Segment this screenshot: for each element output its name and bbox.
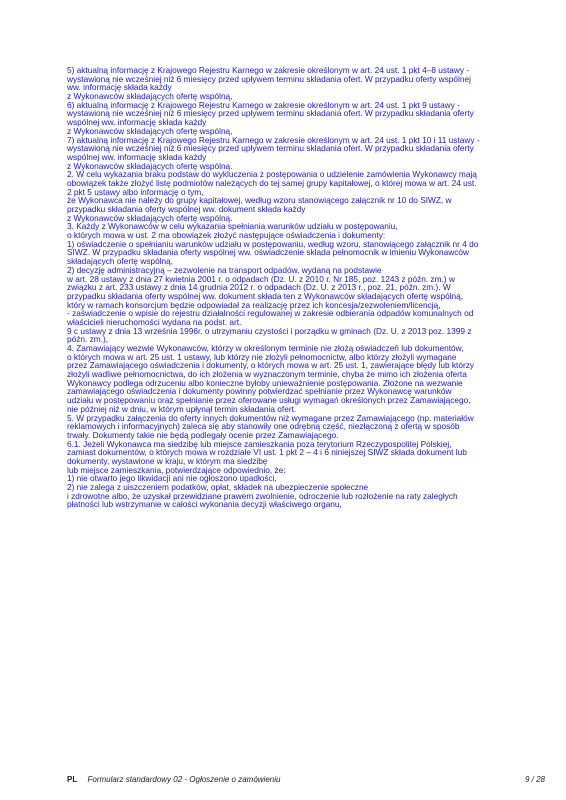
- text-line: złożyli wadliwe pełnomocnictwa, do ich złożenia w wyznaczonym terminie, chyba że mimo ich złożenia oferta: [67, 369, 467, 380]
- text-line: 2) nie zalega z uiszczeniem podatków, opłat, składek na ubezpieczenie społeczne: [67, 482, 369, 492]
- text-line: składających ofertę wspólną,: [67, 256, 174, 267]
- text-line: związku z art. 233 ustawy z dnia 14 grudnia 2012 r. o odpadach (Dz. U. z 2013 r., poz. 21, późn. zm.). W: [67, 282, 451, 293]
- text-line: nie później niż w dniu, w którym upłynął termin składania ofert.: [67, 403, 297, 414]
- text-line: o których mowa w ust. 2 ma obowiązek złożyć następujące oświadczenia i dokumenty:: [67, 230, 386, 241]
- text-line: udziału w postępowaniu oraz spełnianie przez oferowane usługi wymagań określonych przez Zamawiającego,: [67, 395, 471, 406]
- text-line: wspólnej ww. informację składa każdy: [67, 151, 207, 162]
- text-line: Wykonawcy podlega odrzuceniu albo konieczne byłoby unieważnienie postępowania. Złożone na wezwanie: [67, 377, 463, 388]
- text-line: wystawioną nie wcześniej niż 6 miesięcy przed upływem terminu składania ofert. W przypadku składania oferty: [67, 108, 474, 119]
- text-line: 2) decyzję administracyjną – zezwolenie na transport odpadów, wydaną na podstawie: [67, 264, 382, 275]
- text-line: 6.1. Jeżeli Wykonawca ma siedzibę lub miejsce zamieszkania poza terytorium Rzeczypospolitej Polskiej,: [67, 438, 452, 449]
- text-line: 1) nie otwarto jego likwidacji ani nie ogłoszono upadłości,: [67, 473, 277, 484]
- text-line: trwały. Dokumenty takie nie będą podlegały ocenie przez Zamawiającego.: [67, 429, 339, 440]
- text-line: zamiast dokumentów, o których mowa w rozdziale VI ust. 1 pkt 2 – 4 i 6 niniejszej SIWZ składa dokument lub: [67, 447, 467, 458]
- text-line: z Wykonawców składających ofertę wspólną,: [67, 125, 233, 136]
- text-line: 7) aktualną informację z Krajowego Rejestru Karnego w zakresie określonym w art. 24 ust. 1 pkt 10 i 11 ustawy -: [67, 134, 480, 145]
- footer-language-code: PL: [67, 775, 78, 784]
- text-line: właścicieli nieruchomości wydana na podst. art.: [67, 316, 242, 327]
- text-line: z Wykonawców składających ofertę wspólną.: [67, 212, 233, 223]
- text-line: lub miejsce zamieszkania, potwierdzające odpowiednio, że:: [67, 464, 286, 475]
- text-line: z Wykonawców składających ofertę wspólną,: [67, 91, 233, 102]
- footer-form-title: Formularz standardowy 02 - Ogłoszenie o zamówieniu: [87, 775, 281, 784]
- text-line: SIWZ. W przypadku składania oferty wspólnej ww. oświadczenie składa pełnomocnik w imieniu Wykonawców: [67, 247, 470, 258]
- text-line: z Wykonawców składających ofertę wspólną.: [67, 160, 233, 171]
- text-line: 6) aktualną informację z Krajowego Rejestru Karnego w zakresie określonym w art. 24 ust. 1 pkt 9 ustawy -: [67, 99, 460, 110]
- text-line: 1) oświadczenie o spełnianiu warunków udziału w postępowaniu, według wzoru, stanowiącego załącznik nr 4 do: [67, 238, 479, 249]
- text-line: późn. zm.),: [67, 334, 109, 345]
- text-line: że Wykonawca nie należy do grupy kapitałowej, według wzoru stanowiącego załącznik nr 10 do SIWZ, w: [67, 195, 452, 206]
- text-line: i zdrowotne albo, że uzyskał przewidziane prawem zwolnienie, odroczenie lub rozłożenie na raty zaległych: [67, 490, 458, 501]
- text-line: zamawiającego oświadczenia i dokumenty powinny potwierdzać spełnianie przez Wykonawcę warunków: [67, 386, 452, 397]
- text-line: płatności lub wstrzymanie w całości wykonania decyzji właściwego organu,: [67, 499, 342, 510]
- footer-page-number: 9 / 28: [524, 775, 545, 784]
- text-line: 3. Każdy z Wykonawców w celu wykazania spełniania warunków udziału w postępowaniu,: [67, 221, 398, 232]
- document-body: [67, 66, 545, 509]
- text-line: dokumenty, wystawione w kraju, w którym ma siedzibę: [67, 455, 268, 466]
- page-footer: [67, 775, 545, 787]
- text-line: 4. Zamawiający wezwie Wykonawców, którzy w określonym terminie nie złożą oświadczeń lub dokumentów,: [67, 343, 464, 353]
- text-line: wystawioną nie wcześniej niż 6 miesięcy przed upływem terminu składania ofert. W przypadku oferty wspólnej: [67, 73, 471, 84]
- text-line: ww. informację składa każdy: [67, 82, 172, 93]
- text-line: przypadku składania oferty wspólnej ww. dokument składa każdy: [67, 204, 306, 214]
- text-line: - zaświadczenie o wpisie do rejestru działalności regulowanej w zakresie odbierania odpadów komunalnych od: [67, 308, 474, 319]
- text-line: w art. 28 ustawy z dnia 27 kwietnia 2001 r. o odpadach (Dz. U. z 2010 r. Nr 185, poz. 1243 z późn. zm.) w: [67, 273, 455, 284]
- text-line: który w ramach konsorcjum będzie odpowiadał za realizację przez ich koncesja/zezwoleniem/licencją,: [67, 299, 441, 310]
- text-line: reklamowych i informacyjnych) zaleca się aby stanowiły one odrębną część, niezłączoną z ofertą w sposób: [67, 421, 460, 432]
- text-line: przypadku składania oferty wspólnej ww. dokument składa ten z Wykonawców składających ofertę wspólną,: [67, 290, 464, 301]
- text-line: o których mowa w art. 25 ust. 1 ustawy, lub którzy nie złożyli pełnomocnictw, albo którzy złożyli wymagane: [67, 351, 457, 362]
- text-line: 9 c ustawy z dnia 13 września 1996r. o utrzymaniu czystości i porządku w gminach (Dz. U. z 2013 poz. 1399 z: [67, 325, 472, 336]
- text-line: obowiązek także złożyć listę podmiotów należących do tej samej grupy kapitałowej, o której mowa w art. 24 ust.: [67, 177, 477, 188]
- text-line: przez Zamawiającego oświadczenia i dokumenty, o których mowa w art. 25 ust. 1, zawierające błędy lub którzy: [67, 360, 475, 371]
- text-line: 5) aktualną informację z Krajowego Rejestru Karnego w zakresie określonym w art. 24 ust. 1 pkt 4–8 ustawy -: [67, 65, 470, 75]
- text-line: 2. W celu wykazania braku podstaw do wykluczenia z postępowania o udzielenie zamówienia Wykonawcy mają: [67, 169, 477, 180]
- text-line: 5. W przypadku załączenia do oferty innych dokumentów niż wymagane przez Zamawiającego (np. materiałów: [67, 412, 474, 423]
- text-line: 2 pkt 5 ustawy albo informację o tym,: [67, 186, 204, 197]
- text-line: wystawioną nie wcześniej niż 6 miesięcy przed upływem terminu składania ofert. W przypadku składania oferty: [67, 143, 474, 154]
- text-line: wspólnej ww. informację składa każdy: [67, 117, 207, 128]
